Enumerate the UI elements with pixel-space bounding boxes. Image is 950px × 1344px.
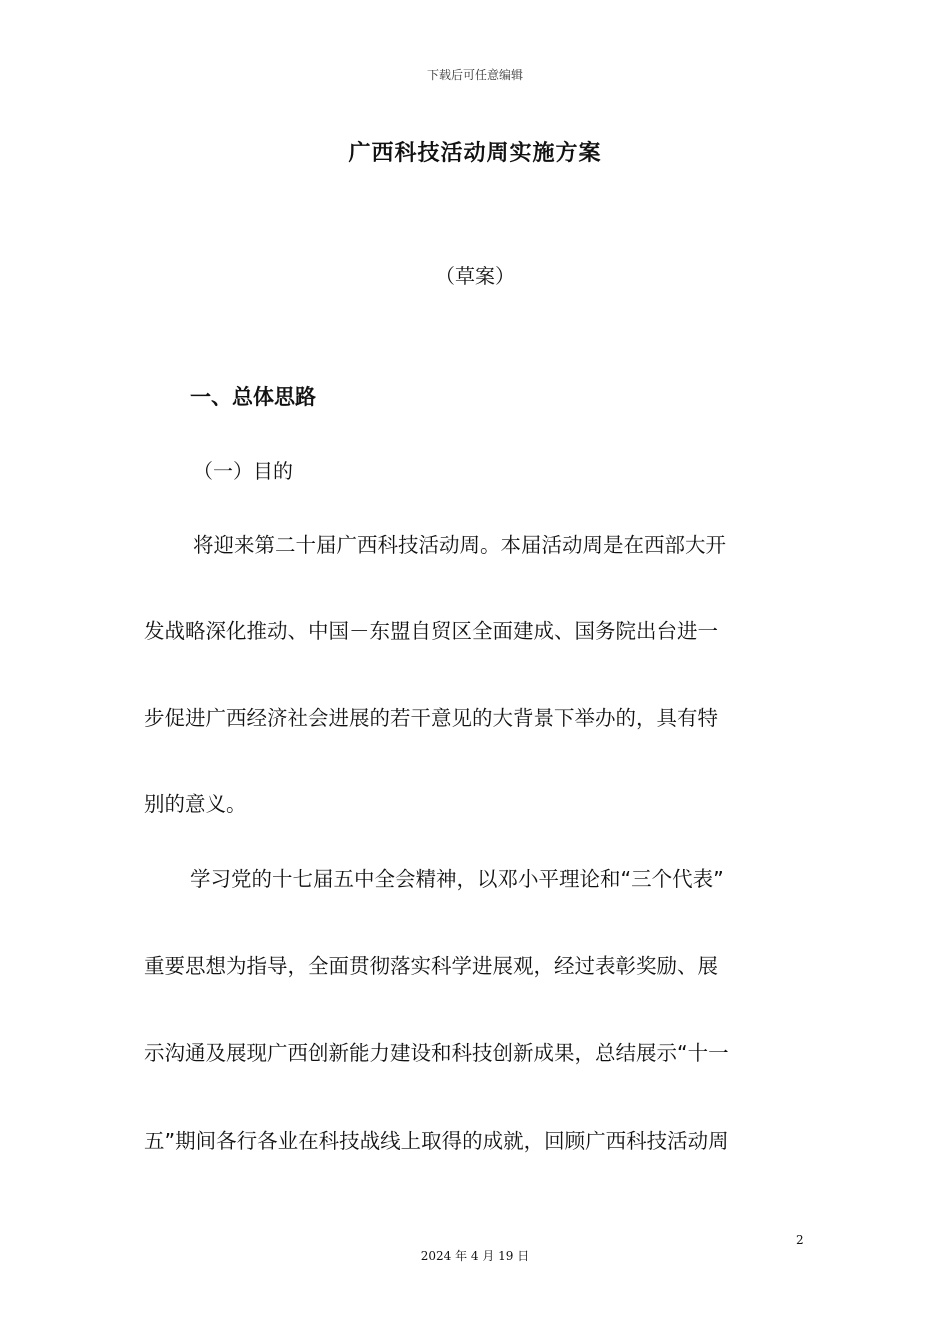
paragraph-line: 五”期间各行各业在科技战线上取得的成就，回顾广西科技活动周: [144, 1129, 729, 1153]
paragraph-line: 学习党的十七届五中全会精神，以邓小平理论和“三个代表”: [190, 867, 724, 891]
document-subtitle: （草案）: [435, 264, 515, 288]
page-number: 2: [796, 1233, 804, 1247]
footer-date: 2024 年 4 月 19 日: [420, 1249, 530, 1263]
subsection-heading: （一）目的: [193, 459, 293, 483]
paragraph-line: 将迎来第二十届广西科技活动周。本届活动周是在西部大开: [193, 533, 726, 557]
header-note: 下载后可任意编辑: [426, 68, 523, 82]
document-title: 广西科技活动周实施方案: [348, 141, 602, 166]
section-heading: 一、总体思路: [190, 385, 316, 409]
paragraph-line: 别的意义。: [144, 792, 247, 816]
paragraph-line: 步促进广西经济社会进展的若干意见的大背景下举办的，具有特: [144, 706, 718, 730]
paragraph-line: 示沟通及展现广西创新能力建设和科技创新成果，总结展示“十一: [144, 1041, 729, 1065]
paragraph-line: 重要思想为指导，全面贯彻落实科学进展观，经过表彰奖励、展: [144, 954, 718, 978]
paragraph-line: 发战略深化推动、中国－东盟自贸区全面建成、国务院出台进一: [144, 619, 718, 643]
